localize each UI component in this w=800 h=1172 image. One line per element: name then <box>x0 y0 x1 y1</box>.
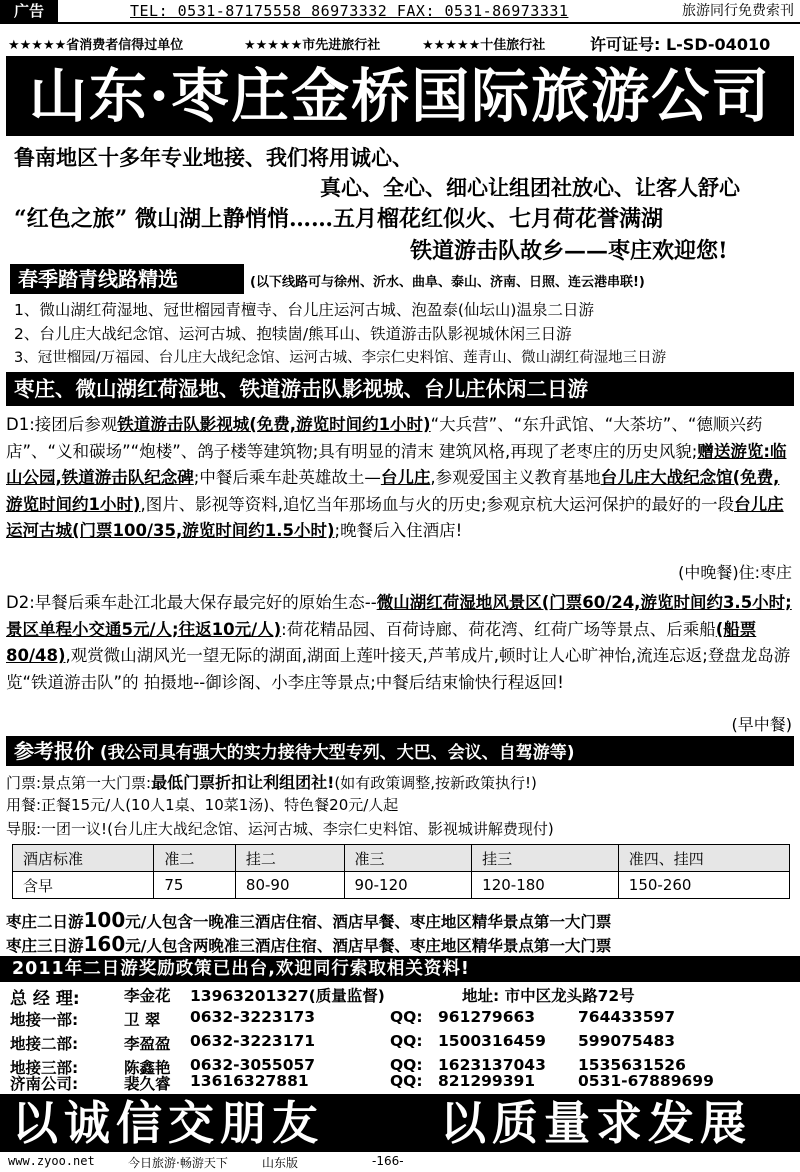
day1-highlight: 台儿庄运河古城(门票100/35,游览时间约1.5小时) <box>6 494 784 540</box>
honor-provincial: ★★★★★省消费者信得过单位 <box>8 38 184 53</box>
route-item: 1、微山湖红荷湿地、冠世榴园青檀寺、台儿庄运河古城、泡盈泰(仙坛山)温泉二日游 <box>14 301 594 319</box>
table-cell: 准三 <box>344 845 472 872</box>
route-item: 2、台儿庄大战纪念馆、运河古城、抱犊崮/熊耳山、铁道游击队影视城休闲三日游 <box>14 325 572 343</box>
qq-number: 764433597 <box>578 1008 676 1026</box>
contact-name: 卫 翠 <box>124 1011 161 1029</box>
ticket-label: 门票:景点第一大门票: <box>6 774 152 792</box>
contact-row <box>6 1008 796 1030</box>
table-row <box>13 872 790 899</box>
package-name: 枣庄二日游 <box>6 913 84 931</box>
motto-band <box>0 1094 800 1152</box>
tour-heading: 枣庄、微山湖红荷湿地、铁道游击队影视城、台儿庄休闲二日游 <box>6 372 794 406</box>
table-cell: 120-180 <box>472 872 619 899</box>
day1-label: D1: <box>6 415 35 434</box>
qq-number: 1500316459 <box>438 1032 546 1050</box>
pricing-note: (我公司具有强大的实力接待大型专列、大巴、会议、自驾游等) <box>99 743 575 763</box>
day2-highlight: (船票80/48) <box>6 619 757 665</box>
day1-text: “大兵营”、“东升武馆、“大茶坊”、“德顺兴药店”、“义和碳场”“炮楼”、鸽子楼等建筑物;具有明显的清末 建筑风格,再现了老枣庄的历史风貌; <box>6 415 763 461</box>
honor-top-ten: ★★★★★十佳旅行社 <box>422 38 546 53</box>
dept: 地接二部: <box>10 1035 79 1053</box>
day1-text: ,图片、影视等资料,追忆当年那场血与火的历史;参观京杭大运河保护的最好的一段 <box>140 494 735 514</box>
day1-highlight: 台儿庄大战纪念馆(免费,游览时间约1小时) <box>6 468 780 514</box>
contact-phone: 0632-3223173 <box>190 1008 316 1026</box>
gm-label: 总 经 理: <box>10 989 80 1009</box>
qq-number: 599075483 <box>578 1032 676 1050</box>
address: 地址: 市中区龙头路72号 <box>462 987 635 1005</box>
qq-label: QQ: <box>390 1072 423 1090</box>
package-price: 100 <box>83 908 126 932</box>
spring-routes-note: (以下线路可与徐州、沂水、曲阜、泰山、济南、日照、连云港串联!) <box>250 275 645 290</box>
dept: 地接三部: <box>10 1059 79 1077</box>
contact-phone: 13616327881 <box>190 1072 309 1090</box>
motto-left: 以诚信交朋友 <box>12 1096 324 1150</box>
footer-edition: 山东版 <box>262 1156 299 1170</box>
day2-text: 早餐后乘车赴江北最大保存最完好的原始生态-- <box>34 593 377 612</box>
package-price: 160 <box>83 932 126 956</box>
qq-number: 1535631526 <box>578 1056 686 1074</box>
contact-name: 裴久睿 <box>124 1075 171 1093</box>
day2-label: D2: <box>6 593 35 612</box>
day1-highlight: 铁道游击队影视城(免费,游览时间约1小时) <box>117 415 431 434</box>
gm-name: 李金花 <box>124 987 171 1005</box>
slogan-line-1: 鲁南地区十多年专业地接、我们将用诚心、 <box>14 146 413 170</box>
package-desc: 元/人包含一晚准三酒店住宿、酒店早餐、枣庄地区精华景点第一大门票 <box>125 913 612 931</box>
slogan-line-3: “红色之旅” 微山湖上静悄悄……五月榴花红似火、七月荷花誉满湖 <box>14 206 663 232</box>
ticket-note: (如有政策调整,按新政策执行!) <box>334 774 537 792</box>
route-item: 3、冠世榴园/万福园、台儿庄大战纪念馆、运河古城、李宗仁史料馆、莲青山、微山湖红荷湿地三日游 <box>14 350 667 366</box>
table-cell: 150-260 <box>618 872 789 899</box>
license-number: 许可证号: L-SD-04010 <box>590 35 771 54</box>
contact-phone: 0632-3223171 <box>190 1032 316 1050</box>
footer-site: www.zyoo.net <box>8 1154 95 1168</box>
contact-phone-line: TEL: 0531-87175558 86973332 FAX: 0531-86973331 <box>130 2 569 20</box>
page-number: -166- <box>372 1154 404 1168</box>
qq-label: QQ: <box>390 1032 423 1050</box>
day2-itinerary <box>6 590 794 696</box>
guide-line: 导服:一团一议!(台儿庄大战纪念馆、运河古城、李宗仁史料馆、影视城讲解费现付) <box>6 820 554 838</box>
qq-number: 0531-67889699 <box>578 1072 714 1090</box>
table-cell: 含早 <box>13 872 154 899</box>
top-strip <box>0 0 800 24</box>
table-header-row <box>13 845 790 872</box>
honors-row <box>0 30 800 56</box>
slogan-line-4: 铁道游击队故乡——枣庄欢迎您! <box>410 238 728 264</box>
table-cell: 挂二 <box>235 845 344 872</box>
day1-text: ;晚餐后入住酒店! <box>334 521 463 540</box>
contact-name: 陈鑫艳 <box>124 1059 171 1077</box>
honor-city: ★★★★★市先进旅行社 <box>244 38 381 53</box>
footer-tagline: 今日旅游·畅游天下 <box>128 1156 228 1170</box>
day1-highlight: 赠送游览:临山公园,铁道游击队纪念碑 <box>6 441 787 487</box>
contact-row <box>6 1072 796 1094</box>
dept: 济南公司: <box>10 1075 79 1093</box>
day2-text: :荷花精品园、百荷诗廊、荷花湾、红荷广场等景点、后乘船 <box>281 619 716 639</box>
qq-number: 1623137043 <box>438 1056 546 1074</box>
ticket-discount: 最低门票折扣让利组团社! <box>151 773 335 792</box>
day1-text: ,参观爱国主义教育基地 <box>430 468 601 487</box>
contact-name: 李盈盈 <box>124 1035 171 1053</box>
table-cell: 75 <box>154 872 236 899</box>
incentive-banner: 2011年二日游奖励政策已出台,欢迎同行索取相关资料! <box>0 956 800 982</box>
day1-highlight: 台儿庄 <box>380 468 431 487</box>
footer <box>0 1152 800 1172</box>
pricing-heading-bar <box>6 736 794 766</box>
spring-routes-heading: 春季踏青线路精选 <box>10 264 244 294</box>
gm-phone: 13963201327(质量监督) <box>190 987 385 1005</box>
day1-text: ;中餐后乘车赴英雄故土— <box>193 468 381 487</box>
table-cell: 酒店标准 <box>13 845 154 872</box>
contact-row-gm <box>6 984 796 1009</box>
table-cell: 准四、挂四 <box>618 845 789 872</box>
day2-text: ,观赏微山湖风光一望无际的湖面,湖面上莲叶接天,芦苇成片,顿时让人心旷神怡,流连忘返;登盘龙岛游览“铁道游击队”的 拍摄地--御诊阁、小李庄等景点;中餐后结束愉快行程返回! <box>6 646 791 692</box>
free-catalog-note: 旅游同行免费索刊 <box>682 3 794 19</box>
qq-label: QQ: <box>390 1008 423 1026</box>
qq-label: QQ: <box>390 1056 423 1074</box>
qq-number: 961279663 <box>438 1008 536 1026</box>
pricing-heading: 参考报价 <box>14 739 94 763</box>
package-name: 枣庄三日游 <box>6 937 84 955</box>
day2-meals: (早中餐) <box>731 715 792 734</box>
company-title: 山东·枣庄金桥国际旅游公司 <box>6 56 794 136</box>
ticket-line <box>6 770 537 793</box>
table-cell: 90-120 <box>344 872 472 899</box>
contact-row <box>6 1032 796 1054</box>
meal-line: 用餐:正餐15元/人(10人1桌、10菜1汤)、特色餐20元/人起 <box>6 796 399 814</box>
slogan-line-2: 真心、全心、细心让组团社放心、让客人舒心 <box>320 176 740 200</box>
day1-itinerary <box>6 412 794 545</box>
ad-tag: 广告 <box>0 0 58 22</box>
day2-highlight: 微山湖红荷湿地风景区(门票60/24,游览时间约3.5小时;景区单程小交通5元/人;往返10元/人) <box>6 593 792 639</box>
table-cell: 80-90 <box>235 872 344 899</box>
day1-meals: (中晚餐)住:枣庄 <box>678 563 792 582</box>
qq-number: 821299391 <box>438 1072 536 1090</box>
hotel-price-table <box>12 844 790 899</box>
motto-right: 以质量求发展 <box>440 1096 752 1150</box>
day1-text: 接团后参观 <box>34 415 118 434</box>
table-cell: 挂三 <box>472 845 619 872</box>
package-desc: 元/人包含两晚准三酒店住宿、酒店早餐、枣庄地区精华景点第一大门票 <box>125 937 612 955</box>
table-cell: 准二 <box>154 845 236 872</box>
dept: 地接一部: <box>10 1011 79 1029</box>
package-three-day <box>6 932 611 956</box>
package-two-day <box>6 908 611 932</box>
contact-phone: 0632-3055057 <box>190 1056 316 1074</box>
